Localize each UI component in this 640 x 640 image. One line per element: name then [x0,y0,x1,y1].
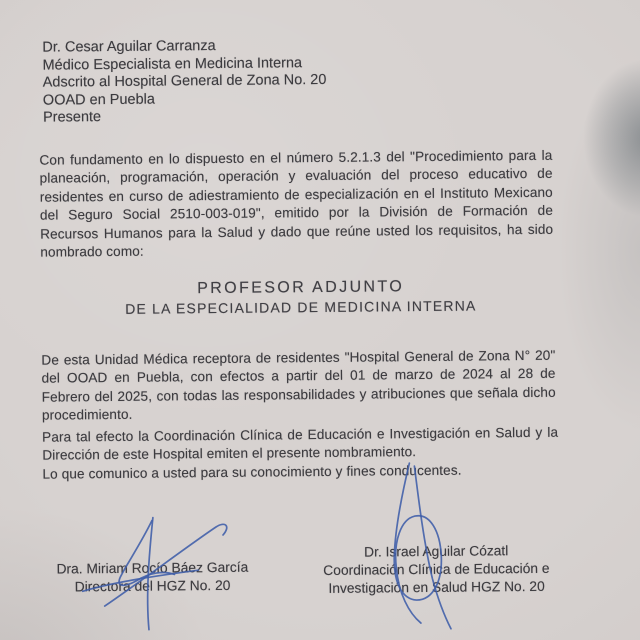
recipient-block [42,37,327,128]
signer-left-name: Dra. Miriam Rocío Báez García [56,559,249,577]
paragraph-legal-basis: Con fundamento en lo dispuesto en el número 5.2.1.3 del "Procedimiento para la planeación, programación, operación y evaluación del proceso educativo de residentes en curso de adiestramiento de especialización en el Instituto Mexicano del Seguro Social 2510-003-019", emitido por la División de Formación de Recursos Humanos para la Salud y dado que reúne usted los requisitos, ha sido nombrado como: [39,147,554,260]
paragraph-issuers: Para tal efecto la Coordinación Clínica de Educación e Investigación en Salud y la Dirección de este Hospital emiten el presente nombramiento. [42,424,559,464]
appointment-title-line2: DE LA ESPECIALIDAD DE MEDICINA INTERNA [125,297,477,317]
signer-left-role: Directora del HGZ No. 20 [74,577,231,595]
paragraph-closing: Lo que comunico a usted para su conocimiento y fines conducentes. [42,462,462,482]
recipient-present: Presente [42,109,102,127]
appointment-title-line1: PROFESOR ADJUNTO [197,278,405,298]
paragraph-term: De esta Unidad Médica receptora de residentes "Hospital General de Zona N° 20" del OOAD en Puebla, con efectos a partir del 01 de marzo de 2024 al 28 de Febrero del 2025, con todas las responsabilidades y atribuciones que señala dicho procedimiento. [41,347,556,423]
signer-right-role-line2: Investigación en Salud HGZ No. 20 [328,578,545,596]
recipient-name: Dr. Cesar Aguilar Carranza [42,37,216,56]
signer-right-name: Dr. Israel Aguilar Cózatl [364,543,509,560]
signer-right-role-line1: Coordinación Clínica de Educación e [323,560,550,578]
recipient-ooad: OOAD en Puebla [42,91,155,109]
recipient-specialty: Médico Especialista en Medicina Interna [42,54,303,74]
recipient-assignment: Adscrito al Hospital General de Zona No. 20 [42,72,327,91]
appointment-title [40,275,562,319]
signature-block-director [27,558,277,596]
signature-block-coordinator [311,542,562,598]
